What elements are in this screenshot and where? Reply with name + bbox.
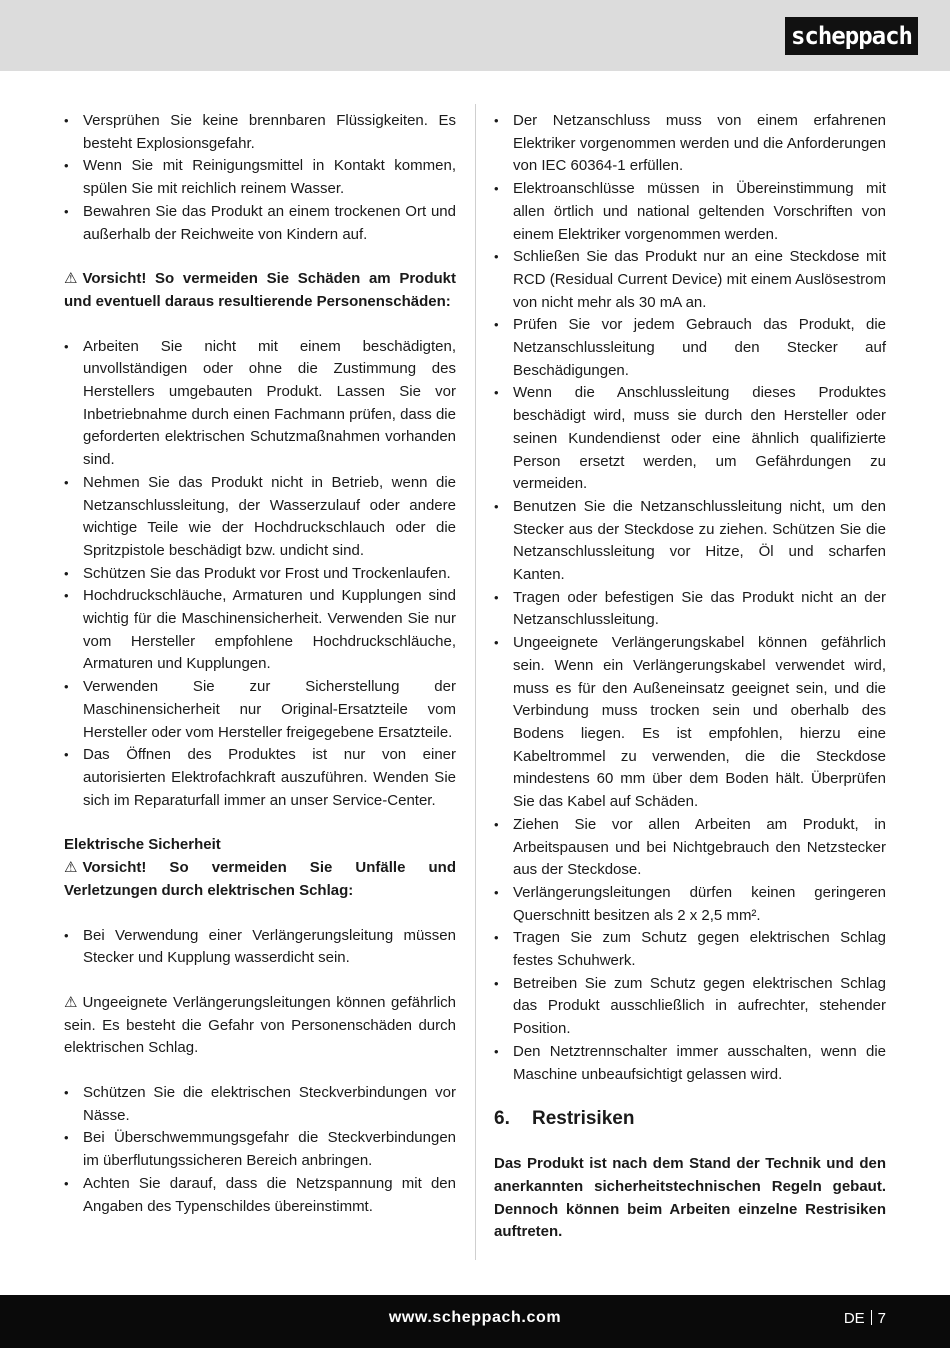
list-item: • Hochdruckschläuche, Armaturen und Kupplungen sind wichtig für die Maschinensicherheit. Verwenden Sie nur vom Hersteller empfohlene Hochdruckschläuche, Armaturen und Kupplungen. [64,585,456,676]
warning-icon: ⚠ [64,270,78,288]
list-item: • Wenn Sie mit Reinigungsmittel in Kontakt kommen, spülen Sie mit reichlich reinem Wasser. [64,155,456,200]
bullet-list [64,925,456,970]
list-item: • Versprühen Sie keine brennbaren Flüssigkeiten. Es besteht Explosionsgefahr. [64,110,456,155]
list-item: • Betreiben Sie zum Schutz gegen elektrischen Schlag das Produkt ausschließlich in aufrechter, stehender Position. [494,973,886,1041]
list-item: • Arbeiten Sie nicht mit einem beschädigten, unvollständigen oder ohne die Zustimmung des Herstellers umgebauten Produkt. Lassen Sie vor Inbetriebnahme durch einen Fachmann prüfen, dass die geforderten elektrischen Schutzmaßnahmen vorhanden sind. [64,336,456,472]
left-column [64,110,456,1218]
list-item: • Das Öffnen des Produktes ist nur von einer autorisierten Elektrofachkraft auszuführen. Wenden Sie sich im Reparaturfall immer an unser Service-Center. [64,744,456,812]
list-item: • Prüfen Sie vor jedem Gebrauch das Produkt, die Netzanschlussleitung und den Stecker auf Beschädigungen. [494,314,886,382]
list-item: • Verwenden Sie zur Sicherstellung der Maschinensicherheit nur Original-Ersatzteile vom Hersteller oder vom Hersteller freigegebene Ersatzteile. [64,676,456,744]
list-item: • Den Netztrennschalter immer ausschalten, wenn die Maschine unbeaufsichtigt gelassen wird. [494,1041,886,1086]
section-number: 6. [494,1108,510,1130]
page-indicator [844,1310,886,1327]
page-number: 7 [877,1310,886,1327]
section-title [494,1107,886,1131]
separator [871,1310,872,1325]
list-item: • Ziehen Sie vor allen Arbeiten am Produkt, in Arbeitspausen und bei Nichtgebrauch den Netzstecker aus der Steckdose. [494,814,886,882]
warning-icon: ⚠ [64,859,78,877]
footer-url[interactable]: www.scheppach.com [388,1309,562,1326]
section-heading: Elektrische Sicherheit [64,836,221,854]
list-item: • Bei Überschwemmungsgefahr die Steckverbindungen im überflutungssicheren Bereich anbringen. [64,1127,456,1172]
bullet-list [64,110,456,246]
list-item: • Bei Verwendung einer Verlängerungsleitung müssen Stecker und Kupplung wasserdicht sein. [64,925,456,970]
list-item: • Ungeeignete Verlängerungskabel können gefährlich sein. Wenn ein Verlängerungskabel verwendet wird, muss es für den Außeneinsatz geeignet sein, und die Verbindung muss trocken sein und oberhalb des Bodens liegen. Es ist empfohlen, hierzu eine Kabeltrommel zu verwenden, die die Steckdose mindestens 60 mm über dem Boden hält. Überprüfen Sie das Kabel auf Schäden. [494,632,886,814]
list-item: • Achten Sie darauf, dass die Netzspannung mit den Angaben des Typenschildes übereinstimmt. [64,1173,456,1218]
warning-paragraph [64,268,456,313]
section-title-text: Restrisiken [532,1108,635,1130]
bullet-list [64,1082,456,1218]
list-item: • Elektroanschlüsse müssen in Übereinstimmung mit allen örtlich und national geltenden Vorschriften von einem Elektriker vorgenommen werden. [494,178,886,246]
warning-text: Vorsicht! So vermeiden Sie Schäden am Produkt und eventuell daraus resultierende Personenschäden: [64,270,456,310]
list-item: • Nehmen Sie das Produkt nicht in Betrieb, wenn die Netzanschlussleitung, der Wasserzulauf oder andere wichtige Teile wie der Hochdruckschlauch oder die Spritzpistole beschädigt bzw. undicht sind. [64,472,456,563]
warning-paragraph [64,857,456,902]
right-column [494,110,886,1244]
list-item: • Tragen Sie zum Schutz gegen elektrischen Schlag festes Schuhwerk. [494,927,886,972]
list-item: • Wenn die Anschlussleitung dieses Produktes beschädigt wird, muss sie durch den Hersteller oder seinen Kundendienst oder eine ähnlich qualifizierte Person ersetzt werden, um Gefährdungen zu vermeiden. [494,382,886,496]
warning-text: Ungeeignete Verlängerungsleitungen können gefährlich sein. Es besteht die Gefahr von Personenschäden durch elektrischen Schlag. [64,993,456,1057]
language-code: DE [843,1310,865,1327]
brand-logo: scheppach [785,17,918,55]
list-item: • Bewahren Sie das Produkt an einem trockenen Ort und außerhalb der Reichweite von Kindern auf. [64,201,456,246]
footer-bar [0,1295,950,1348]
warning-icon: ⚠ [64,993,78,1011]
list-item: • Verlängerungsleitungen dürfen keinen geringeren Querschnitt besitzen als 2 x 2,5 mm². [494,882,886,927]
section-paragraph: Das Produkt ist nach dem Stand der Technik und den anerkannten sicherheitstechnischen Regeln gebaut. Dennoch können beim Arbeiten einzelne Restrisiken auftreten. [494,1155,886,1241]
list-item: • Schützen Sie das Produkt vor Frost und Trockenlaufen. [64,563,456,586]
header-bar [0,0,950,71]
column-divider [475,104,476,1260]
list-item: • Tragen oder befestigen Sie das Produkt nicht an der Netzanschlussleitung. [494,587,886,632]
list-item: • Benutzen Sie die Netzanschlussleitung nicht, um den Stecker aus der Steckdose zu ziehen. Schützen Sie die Netzanschlussleitung vor Hitze, Öl und scharfen Kanten. [494,496,886,587]
list-item: • Schützen Sie die elektrischen Steckverbindungen vor Nässe. [64,1082,456,1127]
bullet-list [494,110,886,1086]
bullet-list [64,336,456,813]
warning-text: Vorsicht! So vermeiden Sie Unfälle und Verletzungen durch elektrischen Schlag: [64,859,456,899]
list-item: • Schließen Sie das Produkt nur an eine Steckdose mit RCD (Residual Current Device) mit einem Auslösestrom von nicht mehr als 30 mA an. [494,246,886,314]
list-item: • Der Netzanschluss muss von einem erfahrenen Elektriker vorgenommen werden und die Anforderungen von IEC 60364-1 erfüllen. [494,110,886,178]
warning-paragraph [64,992,456,1060]
